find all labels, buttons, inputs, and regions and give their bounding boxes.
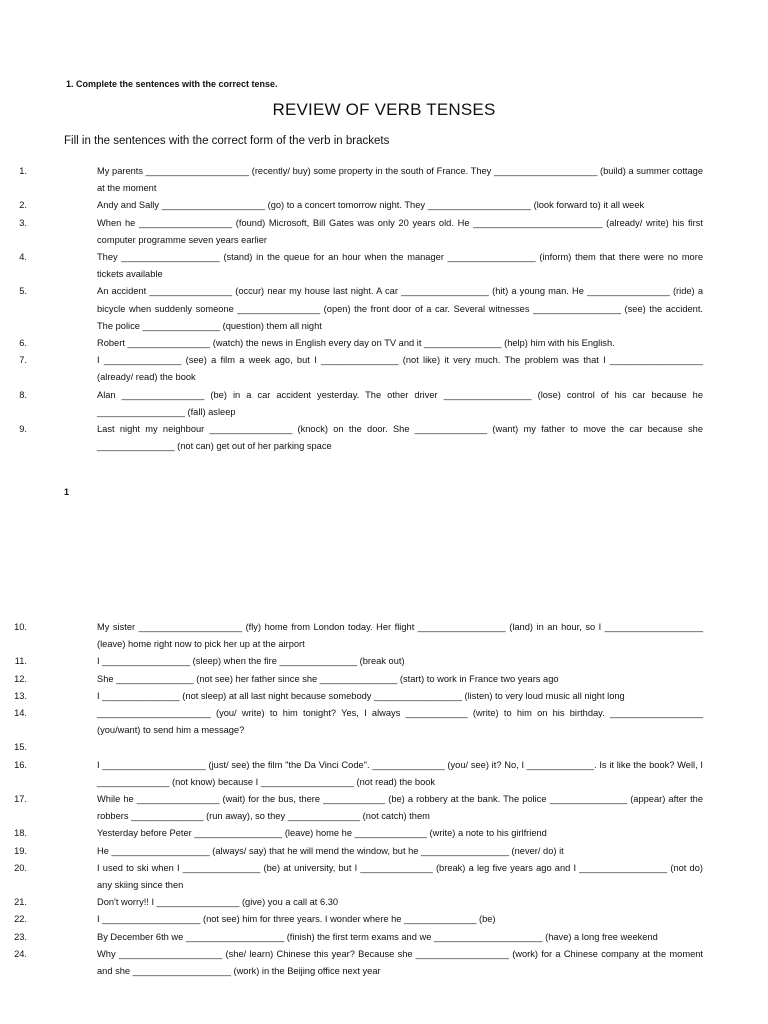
- exercise-text: They ___________________ (stand) in the queue for an hour when the manager _________________ (inform) them that there were no more tickets available: [97, 252, 703, 280]
- exercise-text: I used to ski when I _______________ (be) at university, but I ______________ (break) a leg five years ago and I _________________ (not do) any skiing since then: [97, 862, 703, 891]
- exercise-number: 10.: [14, 622, 27, 632]
- exercise-item: [0, 352, 703, 386]
- exercise-number: 8.: [19, 389, 27, 400]
- exercise-item: [0, 215, 703, 249]
- exercise-number: 3.: [19, 217, 27, 228]
- exercise-text: While he ________________ (wait) for the bus, there ____________ (be) a robbery at the bank. The police _______________ (appear) after the robbers ______________ (run away), so they ______________ (not catch) them: [97, 794, 703, 822]
- exercise-text: Yesterday before Peter _________________ (leave) home he ______________ (write) a note to his girlfriend: [97, 828, 547, 839]
- exercise-number: 20.: [14, 862, 27, 873]
- exercise-text: My sister ____________________ (fly) home from London today. Her flight _________________ (land) in an hour, so I ___________________ (leave) home right now to pick her up at the airport: [97, 622, 703, 650]
- exercise-number: 15.: [14, 742, 27, 753]
- exercise-item: [0, 335, 703, 352]
- exercise-item: [0, 197, 703, 214]
- exercise-list-part2: [0, 619, 703, 980]
- exercise-item: [0, 421, 703, 455]
- exercise-item: [0, 739, 703, 756]
- exercise-text: I _______________ (see) a film a week ago, but I _______________ (not like) it very much. The problem was that I __________________ (already/ read) the book: [97, 355, 703, 383]
- exercise-number: 6.: [19, 338, 27, 349]
- exercise-item: [0, 283, 703, 335]
- page-title: REVIEW OF VERB TENSES: [272, 100, 496, 119]
- exercise-text: I ____________________ (just/ see) the film "the Da Vinci Code". ______________ (you/ see) it? No, I _____________. Is it like the book? Well, I ______________ (not know) because I __________________ (not read) the book: [97, 759, 703, 787]
- exercise-number: 24.: [14, 948, 27, 959]
- exercise-item: [0, 911, 703, 928]
- exercise-text: ______________________ (you/ write) to him tonight? Yes, I always ____________ (write) to him on his birthday. __________________ (you/want) to send him a message?: [97, 708, 703, 736]
- exercise-item: [0, 929, 703, 946]
- exercise-text: An accident ________________ (occur) near my house last night. A car _________________ (hit) a young man. He ________________ (ride) a bicycle when suddenly someone ________________ (open) the front door of a car. Several witnesses _________________ (see) the accident. The police _______________ (question) them all night: [97, 286, 703, 331]
- exercise-number: 18.: [14, 828, 27, 839]
- exercise-number: 13.: [14, 690, 27, 701]
- exercise-number: 1.: [19, 166, 27, 176]
- exercise-item: [0, 705, 703, 739]
- exercise-item: [0, 688, 703, 705]
- exercise-text: She _______________ (not see) her father since she _______________ (start) to work in France two years ago: [97, 673, 559, 684]
- exercise-text: I _______________ (not sleep) at all last night because somebody _________________ (listen) to very loud music all night long: [97, 690, 625, 701]
- exercise-text: I ___________________ (not see) him for three years. I wonder where he ______________ (be): [97, 914, 496, 925]
- exercise-item: [0, 387, 703, 421]
- exercise-number: 2.: [19, 200, 27, 211]
- exercise-text: Robert ________________ (watch) the news in English every day on TV and it _______________ (help) him with his English.: [97, 338, 615, 349]
- page-subtitle: Fill in the sentences with the correct form of the verb in brackets: [64, 135, 390, 147]
- exercise-item: [0, 946, 703, 980]
- exercise-item: [0, 249, 703, 283]
- exercise-text: By December 6th we ___________________ (finish) the first term exams and we _____________________ (have) a long free weekend: [97, 931, 658, 942]
- exercise-item: [0, 757, 703, 791]
- exercise-instruction: 1. Complete the sentences with the correct tense.: [66, 79, 278, 89]
- exercise-text: Don't worry!! I ________________ (give) you a call at 6.30: [97, 897, 339, 908]
- exercise-number: 14.: [14, 708, 27, 719]
- exercise-text: Alan ________________ (be) in a car accident yesterday. The other driver _________________ (lose) control of his car because he _________________ (fall) asleep: [97, 389, 703, 417]
- exercise-list-part1: [0, 163, 703, 455]
- exercise-number: 21.: [14, 897, 27, 908]
- exercise-item: [0, 825, 703, 842]
- exercise-text: Last night my neighbour ________________ (knock) on the door. She ______________ (want) my father to move the car because she _______________ (not can) get out of her parking space: [97, 424, 703, 452]
- exercise-number: 17.: [14, 794, 27, 805]
- exercise-item: [0, 894, 703, 911]
- exercise-number: 22.: [14, 914, 27, 925]
- exercise-number: 23.: [14, 931, 27, 942]
- exercise-number: 7.: [19, 355, 27, 366]
- exercise-text: Why ____________________ (she/ learn) Chinese this year? Because she __________________ (work) for a Chinese company at the moment and she ___________________ (work) in the Beijing office next year: [97, 948, 703, 977]
- exercise-number: 19.: [14, 845, 27, 856]
- exercise-text: He ___________________ (always/ say) that he will mend the window, but he _________________ (never/ do) it: [97, 845, 564, 856]
- exercise-item: [0, 619, 703, 653]
- exercise-number: 12.: [14, 673, 27, 684]
- exercise-text: I _________________ (sleep) when the fire _______________ (break out): [97, 656, 405, 667]
- exercise-item: [0, 671, 703, 688]
- exercise-number: 9.: [19, 424, 27, 435]
- exercise-text: When he __________________ (found) Microsoft, Bill Gates was only 20 years old. He _________________________ (already/ write) his first computer programme seven years earlier: [97, 217, 703, 245]
- exercise-number: 11.: [14, 656, 27, 667]
- exercise-item: [0, 843, 703, 860]
- page-number: 1: [64, 487, 70, 497]
- exercise-text: Andy and Sally ____________________ (go) to a concert tomorrow night. They ____________________ (look forward to) it all week: [97, 200, 645, 211]
- exercise-number: 16.: [14, 759, 27, 770]
- exercise-item: [0, 163, 703, 197]
- exercise-item: [0, 653, 703, 670]
- exercise-item: [0, 860, 703, 894]
- exercise-number: 5.: [19, 286, 27, 297]
- exercise-text: My parents ____________________ (recently/ buy) some property in the south of France. They ____________________ (build) a summer cottage at the moment: [97, 166, 703, 194]
- exercise-number: 4.: [19, 252, 27, 263]
- exercise-item: [0, 791, 703, 825]
